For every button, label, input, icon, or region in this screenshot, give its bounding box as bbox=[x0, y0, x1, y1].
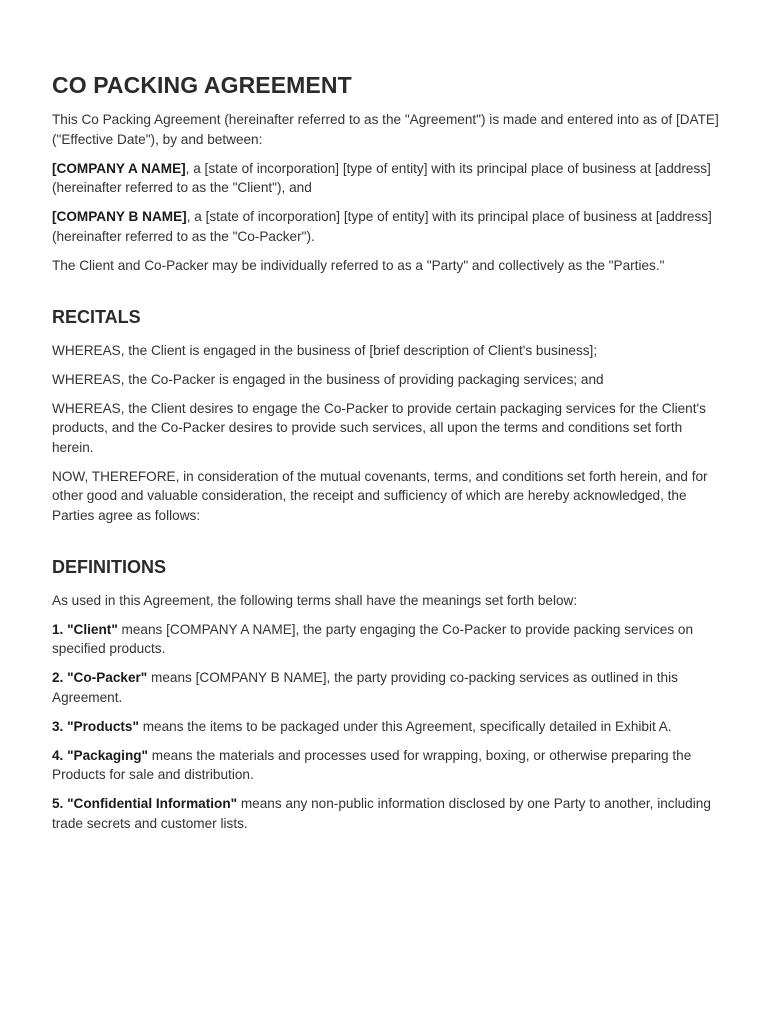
company-a-text: , a [state of incorporation] [type of entity] with its principal place of business at [address] (hereinafter referred to as the "Client"), and bbox=[52, 160, 711, 195]
company-b-text: , a [state of incorporation] [type of entity] with its principal place of business at [address] (hereinafter referred to as the "Co-Packer"). bbox=[52, 209, 712, 244]
definition-item bbox=[52, 746, 724, 785]
definitions-intro: As used in this Agreement, the following terms shall have the meanings set forth below: bbox=[52, 592, 578, 608]
intro-paragraph: This Co Packing Agreement (hereinafter referred to as the "Agreement") is made and entered into as of [DATE] ("Effective Date"), by and between: bbox=[52, 112, 719, 147]
recital-item: NOW, THEREFORE, in consideration of the mutual covenants, terms, and conditions set forth herein, and for other good and valuable consideration, the receipt and sufficiency of which are hereby acknowledged, the Parties agree as follows: bbox=[52, 468, 708, 523]
definition-text: means the items to be packaged under this Agreement, specifically detailed in Exhibit A. bbox=[138, 718, 672, 734]
recital-item: WHEREAS, the Client desires to engage the Co-Packer to provide certain packaging services for the Client's products, and the Co-Packer desires to provide such services, all upon the terms and conditions set forth herein. bbox=[52, 400, 706, 455]
definition-term: 4. "Packaging" bbox=[52, 747, 148, 763]
definition-text: means any non-public information disclosed by one Party to another, including trade secrets and customer lists. bbox=[52, 796, 711, 831]
definitions-heading: DEFINITIONS bbox=[52, 556, 167, 577]
definition-term: 2. "Co-Packer" bbox=[52, 670, 148, 685]
definition-item bbox=[52, 717, 724, 737]
recitals-heading: RECITALS bbox=[52, 306, 141, 327]
company-a-name: [COMPANY A NAME] bbox=[52, 160, 186, 176]
parties-paragraph: The Client and Co-Packer may be individually referred to as a "Party" and collectively as the "Parties." bbox=[52, 257, 665, 273]
definition-item bbox=[52, 620, 724, 659]
definition-term: 3. "Products" bbox=[52, 718, 139, 734]
definition-text: means the materials and processes used for wrapping, boxing, or otherwise preparing the Products for sale and distribution. bbox=[52, 747, 692, 782]
definition-item bbox=[52, 794, 724, 833]
recital-item: WHEREAS, the Client is engaged in the business of [brief description of Client's business]; bbox=[52, 342, 598, 358]
document-title: CO PACKING AGREEMENT bbox=[52, 72, 352, 98]
definition-term: 5. "Confidential Information" bbox=[52, 796, 238, 811]
company-a-paragraph bbox=[52, 159, 724, 198]
company-b-paragraph bbox=[52, 207, 724, 246]
definition-text: means [COMPANY A NAME], the party engaging the Co-Packer to provide packing services on specified products. bbox=[52, 621, 694, 656]
recital-item: WHEREAS, the Co-Packer is engaged in the business of providing packaging services; and bbox=[52, 371, 604, 387]
document-page bbox=[52, 72, 724, 843]
company-b-name: [COMPANY B NAME] bbox=[52, 209, 187, 224]
definition-text: means [COMPANY B NAME], the party providing co-packing services as outlined in this Agreement. bbox=[52, 670, 678, 705]
definition-term: 1. "Client" bbox=[52, 621, 118, 637]
definition-item bbox=[52, 668, 724, 707]
